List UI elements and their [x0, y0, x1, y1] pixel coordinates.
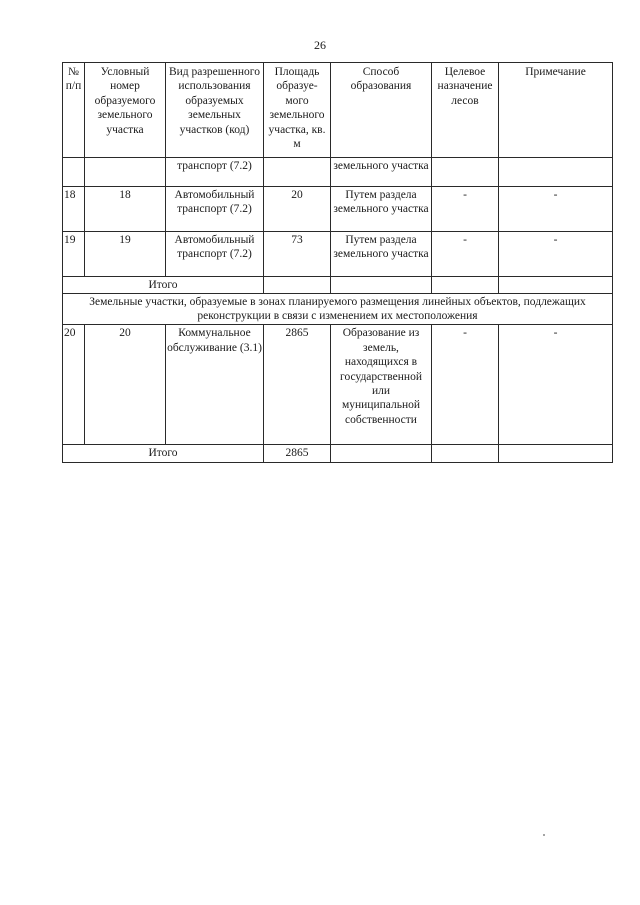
header-method: Способ образования: [331, 63, 432, 158]
header-note: Примечание: [499, 63, 613, 158]
cell-method: земельного участка: [331, 158, 432, 187]
cell-note: -: [499, 187, 613, 232]
cell-conditional-number: 20: [85, 325, 166, 445]
section-header: Земельные участки, образуемые в зонах планируемого размещения линейных объектов, подлежащих реконструкции в связи с изменением их местоположения: [63, 294, 613, 325]
cell-empty: [331, 277, 432, 294]
total-row: [63, 277, 613, 294]
cell-num: 18: [63, 187, 85, 232]
total-row: [63, 445, 613, 462]
total-area: [264, 277, 331, 294]
cell-empty: [264, 158, 331, 187]
header-forest-purpose: Целевое назначение лесов: [432, 63, 499, 158]
header-area: Площадь образуе-мого земельного участка, кв. м: [264, 63, 331, 158]
cell-note: -: [499, 325, 613, 445]
cell-method: Путем раздела земельного участка: [331, 187, 432, 232]
table-row: [63, 232, 613, 277]
cell-method: Образование из земель, находящихся в государственной или муниципальной собственности: [331, 325, 432, 445]
table-row: [63, 325, 613, 445]
cell-empty: [432, 445, 499, 462]
cell-area: 2865: [264, 325, 331, 445]
table-row: [63, 187, 613, 232]
cell-use-type: Коммунальное обслуживание (3.1): [166, 325, 264, 445]
land-plots-table: [62, 62, 613, 463]
cell-forest-purpose: -: [432, 232, 499, 277]
cell-area: 20: [264, 187, 331, 232]
cell-empty: [499, 277, 613, 294]
cell-use-type: Автомобильный транспорт (7.2): [166, 187, 264, 232]
total-label: Итого: [63, 277, 264, 294]
total-label: Итого: [63, 445, 264, 462]
cell-empty: [63, 158, 85, 187]
scan-speck: [543, 834, 545, 836]
cell-empty: [432, 277, 499, 294]
cell-num: 19: [63, 232, 85, 277]
cell-use-type: транспорт (7.2): [166, 158, 264, 187]
cell-use-type: Автомобильный транспорт (7.2): [166, 232, 264, 277]
cell-num: 20: [63, 325, 85, 445]
cell-empty: [499, 158, 613, 187]
header-use-type: Вид разрешенного использования образуемых земельных участков (код): [166, 63, 264, 158]
cell-area: 73: [264, 232, 331, 277]
section-header-row: [63, 294, 613, 325]
header-num: № п/п: [63, 63, 85, 158]
cell-method: Путем раздела земельного участка: [331, 232, 432, 277]
cell-empty: [499, 445, 613, 462]
cell-empty: [432, 158, 499, 187]
header-conditional-number: Условный номер образуемого земельного участка: [85, 63, 166, 158]
cell-empty: [85, 158, 166, 187]
cell-forest-purpose: -: [432, 325, 499, 445]
page-number: 26: [314, 38, 326, 52]
cell-conditional-number: 19: [85, 232, 166, 277]
table-header-row: [63, 63, 613, 158]
cell-forest-purpose: -: [432, 187, 499, 232]
cell-empty: [331, 445, 432, 462]
cell-note: -: [499, 232, 613, 277]
total-area: 2865: [264, 445, 331, 462]
cell-conditional-number: 18: [85, 187, 166, 232]
continuation-row: [63, 158, 613, 187]
